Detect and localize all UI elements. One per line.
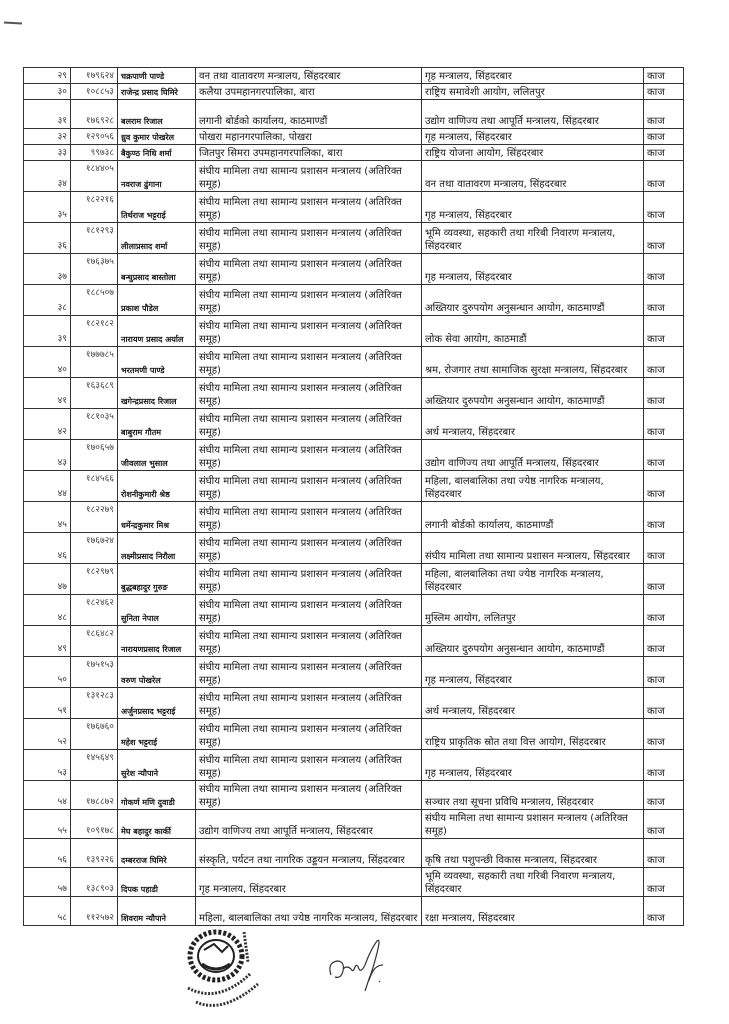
transfer-office-cell: गृह मन्त्रालय, सिंहदरबार xyxy=(422,68,644,84)
employee-id-cell: ९९७३८ xyxy=(71,145,118,161)
employee-id-cell: १८४४०५ xyxy=(71,161,118,192)
serial-number-cell: ३५ xyxy=(24,192,71,223)
remark-cell: काज xyxy=(644,810,684,839)
serial-number-cell: ५४ xyxy=(24,781,71,810)
table-row xyxy=(24,471,684,502)
table-row xyxy=(24,868,684,897)
serial-number-cell: ३८ xyxy=(24,285,71,316)
serial-number-cell: ५५ xyxy=(24,810,71,839)
serial-number-cell: ५२ xyxy=(24,719,71,750)
serial-number-cell: ३४ xyxy=(24,161,71,192)
employee-name-cell: शिवराम न्यौपाने xyxy=(118,897,196,926)
employee-name-cell: ध्रुव कुमार पोखरेल xyxy=(118,129,196,145)
employee-id-cell: १२९०५६ xyxy=(71,129,118,145)
employee-name-cell: नारायणप्रसाद रिजाल xyxy=(118,626,196,657)
employee-name-cell: अर्जुनप्रसाद भट्टराई xyxy=(118,688,196,719)
government-seal-icon xyxy=(178,922,268,1012)
current-office-cell: संघीय मामिला तथा सामान्य प्रशासन मन्त्रालय (अतिरिक्त समूह) xyxy=(196,440,422,471)
employee-id-cell: १८६४८२ xyxy=(71,626,118,657)
employee-id-cell: १८२२७९ xyxy=(71,502,118,533)
transfer-office-cell: अख्तियार दुरुपयोग अनुसन्धान आयोग, काठमाण्डौं xyxy=(422,378,644,409)
serial-number-cell: ५७ xyxy=(24,868,71,897)
transfer-office-cell: महिला, बालबालिका तथा ज्येष्ठ नागरिक मन्त्रालय, सिंहदरबार xyxy=(422,564,644,595)
employee-name-cell: नारायण प्रसाद अर्याल xyxy=(118,316,196,347)
table-row xyxy=(24,192,684,223)
current-office-cell: संघीय मामिला तथा सामान्य प्रशासन मन्त्रालय (अतिरिक्त समूह) xyxy=(196,657,422,688)
employee-name-cell: नवराज ढुंगाना xyxy=(118,161,196,192)
employee-id-cell: १६३६८९ xyxy=(71,378,118,409)
remark-cell: काज xyxy=(644,100,684,129)
table-row xyxy=(24,68,684,84)
table-row xyxy=(24,347,684,378)
employee-id-cell: १८२९७९ xyxy=(71,564,118,595)
transfer-office-cell: गृह मन्त्रालय, सिंहदरबार xyxy=(422,750,644,781)
employee-name-cell: बाबुराम गौतम xyxy=(118,409,196,440)
table-row xyxy=(24,502,684,533)
remark-cell: काज xyxy=(644,129,684,145)
remark-cell: काज xyxy=(644,719,684,750)
serial-number-cell: ३७ xyxy=(24,254,71,285)
remark-cell: काज xyxy=(644,254,684,285)
remark-cell: काज xyxy=(644,839,684,868)
employee-name-cell: तिर्थराज भट्टराई xyxy=(118,192,196,223)
employee-id-cell: १७८८७२ xyxy=(71,781,118,810)
employee-name-cell: गोकर्ण मणि दुवाडी xyxy=(118,781,196,810)
serial-number-cell: ४९ xyxy=(24,626,71,657)
transfer-office-cell: मुस्लिम आयोग, ललितपुर xyxy=(422,595,644,626)
employee-id-cell: १७६३७५ xyxy=(71,254,118,285)
current-office-cell: संघीय मामिला तथा सामान्य प्रशासन मन्त्रालय (अतिरिक्त समूह) xyxy=(196,285,422,316)
transfer-office-cell: भूमि व्यवस्था, सहकारी तथा गरिबी निवारण मन्त्रालय, सिंहदरबार xyxy=(422,223,644,254)
employee-name-cell: दम्बरराज घिमिरे xyxy=(118,839,196,868)
serial-number-cell: ४६ xyxy=(24,533,71,564)
employee-id-cell: १८१२९३ xyxy=(71,223,118,254)
remark-cell: काज xyxy=(644,440,684,471)
serial-number-cell: ५३ xyxy=(24,750,71,781)
current-office-cell: महिला, बालबालिका तथा ज्येष्ठ नागरिक मन्त्रालय, सिंहदरबार xyxy=(196,897,422,926)
employee-name-cell: सुनिता नेपाल xyxy=(118,595,196,626)
employee-id-cell: १८२१८२ xyxy=(71,316,118,347)
table-row xyxy=(24,285,684,316)
employee-name-cell: वरुण पोखरेल xyxy=(118,657,196,688)
serial-number-cell: ४० xyxy=(24,347,71,378)
employee-id-cell: १७९६२४ xyxy=(71,68,118,84)
transfer-office-cell: राष्ट्रिय योजना आयोग, सिंहदरबार xyxy=(422,145,644,161)
remark-cell: काज xyxy=(644,285,684,316)
remark-cell: काज xyxy=(644,68,684,84)
table-row xyxy=(24,810,684,839)
current-office-cell: संघीय मामिला तथा सामान्य प्रशासन मन्त्रालय (अतिरिक्त समूह) xyxy=(196,161,422,192)
signature-icon xyxy=(325,935,405,995)
employee-id-cell: १८२४६२ xyxy=(71,595,118,626)
employee-id-cell: १७६९२८ xyxy=(71,100,118,129)
transfer-office-cell: कृषि तथा पशुपन्छी विकास मन्त्रालय, सिंहदरबार xyxy=(422,839,644,868)
current-office-cell: कलैया उपमहानगरपालिका, बारा xyxy=(196,84,422,100)
serial-number-cell: ४८ xyxy=(24,595,71,626)
current-office-cell: संघीय मामिला तथा सामान्य प्रशासन मन्त्रालय (अतिरिक्त समूह) xyxy=(196,750,422,781)
employee-name-cell: बलराम रिजाल xyxy=(118,100,196,129)
transfer-office-cell: उद्योग वाणिज्य तथा आपूर्ति मन्त्रालय, सिंहदरबार xyxy=(422,100,644,129)
employee-id-cell: १३१२८३ xyxy=(71,688,118,719)
employee-name-cell: चक्रपाणी पाण्डे xyxy=(118,68,196,84)
serial-number-cell: ४७ xyxy=(24,564,71,595)
current-office-cell: संघीय मामिला तथा सामान्य प्रशासन मन्त्रालय (अतिरिक्त समूह) xyxy=(196,254,422,285)
current-office-cell: संघीय मामिला तथा सामान्य प्रशासन मन्त्रालय (अतिरिक्त समूह) xyxy=(196,223,422,254)
current-office-cell: वन तथा वातावरण मन्त्रालय, सिंहदरबार xyxy=(196,68,422,84)
transfer-office-cell: महिला, बालबालिका तथा ज्येष्ठ नागरिक मन्त्रालय, सिंहदरबार xyxy=(422,471,644,502)
serial-number-cell: ५८ xyxy=(24,897,71,926)
table-row xyxy=(24,564,684,595)
remark-cell: काज xyxy=(644,409,684,440)
remark-cell: काज xyxy=(644,688,684,719)
table-row xyxy=(24,129,684,145)
employee-name-cell: मेघ बहादुर कार्की xyxy=(118,810,196,839)
employee-id-cell: १७६७२४ xyxy=(71,533,118,564)
employee-id-cell: १३८९०३ xyxy=(71,868,118,897)
table-row xyxy=(24,688,684,719)
table-row xyxy=(24,533,684,564)
transfer-office-cell: उद्योग वाणिज्य तथा आपूर्ति मन्त्रालय, सिंहदरबार xyxy=(422,440,644,471)
transfer-office-cell: गृह मन्त्रालय, सिंहदरबार xyxy=(422,129,644,145)
current-office-cell: उद्योग वाणिज्य तथा आपूर्ति मन्त्रालय, सिंहदरबार xyxy=(196,810,422,839)
employee-id-cell: १८१०३५ xyxy=(71,409,118,440)
transfer-office-cell: लगानी बोर्डको कार्यालय, काठमाण्डौं xyxy=(422,502,644,533)
employee-id-cell: १७५१५३ xyxy=(71,657,118,688)
current-office-cell: संघीय मामिला तथा सामान्य प्रशासन मन्त्रालय (अतिरिक्त समूह) xyxy=(196,316,422,347)
serial-number-cell: ५६ xyxy=(24,839,71,868)
remark-cell: काज xyxy=(644,595,684,626)
employee-name-cell: राजेन्द्र प्रसाद घिमिरे xyxy=(118,84,196,100)
table-row xyxy=(24,161,684,192)
transfer-office-cell: संघीय मामिला तथा सामान्य प्रशासन मन्त्रालय (अतिरिक्त समूह) xyxy=(422,810,644,839)
scan-mark xyxy=(4,22,22,25)
remark-cell: काज xyxy=(644,750,684,781)
current-office-cell: संघीय मामिला तथा सामान्य प्रशासन मन्त्रालय (अतिरिक्त समूह) xyxy=(196,347,422,378)
transfer-office-cell: अख्तियार दुरुपयोग अनुसन्धान आयोग, काठमाण्डौं xyxy=(422,285,644,316)
remark-cell: काज xyxy=(644,471,684,502)
employee-id-cell: १७०६५७ xyxy=(71,440,118,471)
employee-name-cell: धर्मेन्द्रकुमार मिश्र xyxy=(118,502,196,533)
transfer-office-cell: वन तथा वातावरण मन्त्रालय, सिंहदरबार xyxy=(422,161,644,192)
table-row xyxy=(24,657,684,688)
table-row xyxy=(24,750,684,781)
remark-cell: काज xyxy=(644,192,684,223)
employee-id-cell: १०८८५३ xyxy=(71,84,118,100)
remark-cell: काज xyxy=(644,347,684,378)
employee-id-cell: १७७७८५ xyxy=(71,347,118,378)
employee-name-cell: भरतमणी पाण्डे xyxy=(118,347,196,378)
remark-cell: काज xyxy=(644,533,684,564)
table-row xyxy=(24,440,684,471)
current-office-cell: संघीय मामिला तथा सामान्य प्रशासन मन्त्रालय (अतिरिक्त समूह) xyxy=(196,409,422,440)
current-office-cell: संघीय मामिला तथा सामान्य प्रशासन मन्त्रालय (अतिरिक्त समूह) xyxy=(196,502,422,533)
transfer-office-cell: राष्ट्रिय प्राकृतिक स्रोत तथा वित्त आयोग, सिंहदरबार xyxy=(422,719,644,750)
current-office-cell: संघीय मामिला तथा सामान्य प्रशासन मन्त्रालय (अतिरिक्त समूह) xyxy=(196,595,422,626)
table-row xyxy=(24,316,684,347)
employee-name-cell: महेश भट्टराई xyxy=(118,719,196,750)
remark-cell: काज xyxy=(644,781,684,810)
serial-number-cell: ३२ xyxy=(24,129,71,145)
remark-cell: काज xyxy=(644,316,684,347)
serial-number-cell: ४२ xyxy=(24,409,71,440)
employee-name-cell: बैकुण्ठ निधि शर्मा xyxy=(118,145,196,161)
transfer-office-cell: अर्थ मन्त्रालय, सिंहदरबार xyxy=(422,409,644,440)
employee-id-cell: १८२२१६ xyxy=(71,192,118,223)
transfer-office-cell: गृह मन्त्रालय, सिंहदरबार xyxy=(422,192,644,223)
current-office-cell: संघीय मामिला तथा सामान्य प्रशासन मन्त्रालय (अतिरिक्त समूह) xyxy=(196,781,422,810)
remark-cell: काज xyxy=(644,626,684,657)
transfer-office-cell: श्रम, रोजगार तथा सामाजिक सुरक्षा मन्त्रालय, सिंहदरबार xyxy=(422,347,644,378)
serial-number-cell: ५१ xyxy=(24,688,71,719)
employee-name-cell: रोशनीकुमारी श्रेष्ठ xyxy=(118,471,196,502)
table-row xyxy=(24,84,684,100)
serial-number-cell: ४३ xyxy=(24,440,71,471)
employee-id-cell: १४५६४९ xyxy=(71,750,118,781)
table-row xyxy=(24,378,684,409)
current-office-cell: संघीय मामिला तथा सामान्य प्रशासन मन्त्रालय (अतिरिक्त समूह) xyxy=(196,626,422,657)
transfer-office-cell: भूमि व्यवस्था, सहकारी तथा गरिबी निवारण मन्त्रालय, सिंहदरबार xyxy=(422,868,644,897)
table-row xyxy=(24,839,684,868)
transfer-office-cell: संघीय मामिला तथा सामान्य प्रशासन मन्त्रालय, सिंहदरबार xyxy=(422,533,644,564)
serial-number-cell: ३३ xyxy=(24,145,71,161)
employee-id-cell: १८४५६६ xyxy=(71,471,118,502)
current-office-cell: संघीय मामिला तथा सामान्य प्रशासन मन्त्रालय (अतिरिक्त समूह) xyxy=(196,471,422,502)
employee-name-cell: लक्ष्मीप्रसाद निरौला xyxy=(118,533,196,564)
transfer-office-cell: सञ्चार तथा सूचना प्रविधि मन्त्रालय, सिंहदरबार xyxy=(422,781,644,810)
remark-cell: काज xyxy=(644,378,684,409)
table-row xyxy=(24,626,684,657)
current-office-cell: पोखरा महानगरपालिका, पोखरा xyxy=(196,129,422,145)
employee-name-cell: बन्धुप्रसाद बास्तोला xyxy=(118,254,196,285)
employee-id-cell: १७६७६० xyxy=(71,719,118,750)
serial-number-cell: ४५ xyxy=(24,502,71,533)
table-row xyxy=(24,595,684,626)
remark-cell: काज xyxy=(644,223,684,254)
table-row xyxy=(24,100,684,129)
serial-number-cell: ३९ xyxy=(24,316,71,347)
current-office-cell: गृह मन्त्रालय, सिंहदरबार xyxy=(196,868,422,897)
current-office-cell: संघीय मामिला तथा सामान्य प्रशासन मन्त्रालय (अतिरिक्त समूह) xyxy=(196,192,422,223)
employee-id-cell: १३९२२६ xyxy=(71,839,118,868)
remark-cell: काज xyxy=(644,84,684,100)
employee-id-cell: १८८५०७ xyxy=(71,285,118,316)
current-office-cell: संघीय मामिला तथा सामान्य प्रशासन मन्त्रालय (अतिरिक्त समूह) xyxy=(196,533,422,564)
current-office-cell: संघीय मामिला तथा सामान्य प्रशासन मन्त्रालय (अतिरिक्त समूह) xyxy=(196,564,422,595)
transfer-office-cell: अर्थ मन्त्रालय, सिंहदरबार xyxy=(422,688,644,719)
current-office-cell: लगानी बोर्डको कार्यालय, काठमाण्डौं xyxy=(196,100,422,129)
employee-name-cell: सुरेश न्यौपाने xyxy=(118,750,196,781)
remark-cell: काज xyxy=(644,657,684,688)
remark-cell: काज xyxy=(644,897,684,926)
table-row xyxy=(24,719,684,750)
table-body xyxy=(24,68,684,926)
employee-id-cell: १०९१७८ xyxy=(71,810,118,839)
serial-number-cell: ३१ xyxy=(24,100,71,129)
serial-number-cell: ४४ xyxy=(24,471,71,502)
serial-number-cell: ४१ xyxy=(24,378,71,409)
transfer-table xyxy=(23,67,684,926)
current-office-cell: जितपुर सिमरा उपमहानगरपालिका, बारा xyxy=(196,145,422,161)
table-row xyxy=(24,254,684,285)
employee-id-cell: ११२५७२ xyxy=(71,897,118,926)
table-row xyxy=(24,223,684,254)
employee-name-cell: लीलाप्रसाद शर्मा xyxy=(118,223,196,254)
current-office-cell: संस्कृति, पर्यटन तथा नागरिक उड्डयन मन्त्रालय, सिंहदरबार xyxy=(196,839,422,868)
current-office-cell: संघीय मामिला तथा सामान्य प्रशासन मन्त्रालय (अतिरिक्त समूह) xyxy=(196,719,422,750)
remark-cell: काज xyxy=(644,564,684,595)
transfer-office-cell: गृह मन्त्रालय, सिंहदरबार xyxy=(422,254,644,285)
employee-name-cell: बुद्धबहादुर गुरुङ xyxy=(118,564,196,595)
remark-cell: काज xyxy=(644,502,684,533)
employee-name-cell: दिपक पहाडी xyxy=(118,868,196,897)
transfer-office-cell: राष्ट्रिय समावेशी आयोग, ललितपुर xyxy=(422,84,644,100)
table-row xyxy=(24,409,684,440)
transfer-office-cell: रक्षा मन्त्रालय, सिंहदरबार xyxy=(422,897,644,926)
remark-cell: काज xyxy=(644,868,684,897)
serial-number-cell: ५० xyxy=(24,657,71,688)
current-office-cell: संघीय मामिला तथा सामान्य प्रशासन मन्त्रालय (अतिरिक्त समूह) xyxy=(196,378,422,409)
transfer-office-cell: गृह मन्त्रालय, सिंहदरबार xyxy=(422,657,644,688)
remark-cell: काज xyxy=(644,161,684,192)
transfer-office-cell: अख्तियार दुरुपयोग अनुसन्धान आयोग, काठमाण्डौं xyxy=(422,626,644,657)
employee-name-cell: खगेन्द्रप्रसाद रिजाल xyxy=(118,378,196,409)
employee-name-cell: जीवलाल भुसाल xyxy=(118,440,196,471)
employee-name-cell: प्रकाश पौडेल xyxy=(118,285,196,316)
serial-number-cell: ३६ xyxy=(24,223,71,254)
current-office-cell: संघीय मामिला तथा सामान्य प्रशासन मन्त्रालय (अतिरिक्त समूह) xyxy=(196,688,422,719)
transfer-office-cell: लोक सेवा आयोग, काठमाडौं xyxy=(422,316,644,347)
remark-cell: काज xyxy=(644,145,684,161)
table-row xyxy=(24,781,684,810)
serial-number-cell: २९ xyxy=(24,68,71,84)
serial-number-cell: ३० xyxy=(24,84,71,100)
table-row xyxy=(24,145,684,161)
table-row xyxy=(24,897,684,926)
